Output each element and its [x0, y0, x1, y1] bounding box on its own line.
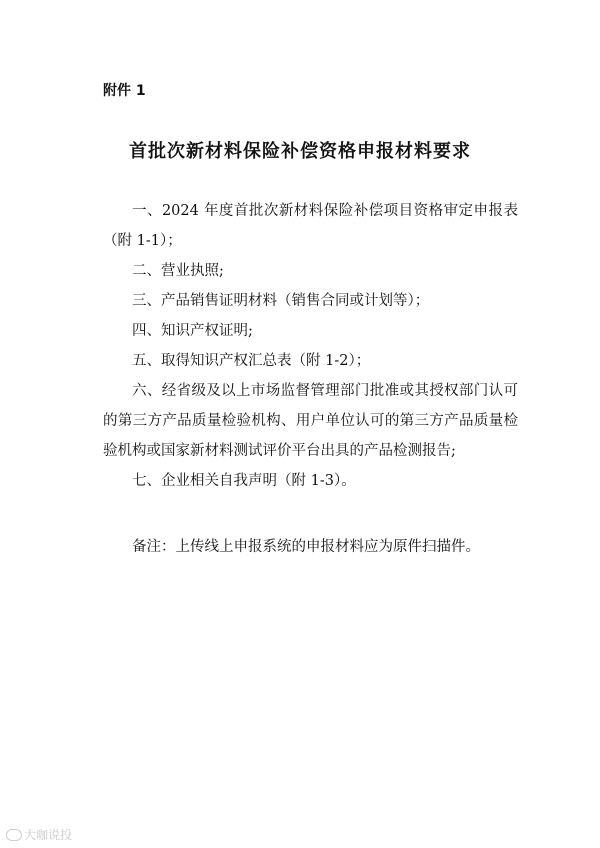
document-title: 首批次新材料保险补偿资格申报材料要求 [129, 141, 471, 162]
requirement-item-3: 三、产品销售证明材料（销售合同或计划等）； [132, 293, 430, 309]
watermark [6, 826, 72, 843]
requirement-item-6: 六、经省级及以上市场监督管理部门批准或其授权部门认可的第三方产品质量检验机构、用户单位认可的第三方产品质量检验机构或国家新材料测试评价平台出具的产品检测报告; [103, 383, 518, 459]
document-note: 备注：上传线上申报系统的申报材料应为原件扫描件。 [132, 539, 480, 555]
requirements-list [103, 196, 518, 496]
watermark-logo-icon [6, 829, 22, 841]
requirement-item-5: 五、取得知识产权汇总表（附 1-2）； [132, 353, 371, 369]
attachment-label: 附件 1 [103, 83, 146, 99]
requirement-item-2: 二、营业执照; [132, 263, 224, 279]
requirement-item-4: 四、知识产权证明; [132, 323, 253, 339]
requirement-item-7: 七、企业相关自我声明（附 1-3）。 [132, 473, 356, 489]
watermark-text: 大咖说投 [24, 828, 73, 842]
requirement-item-1: 一、2024 年度首批次新材料保险补偿项目资格审定申报表（附 1-1）； [103, 203, 518, 249]
